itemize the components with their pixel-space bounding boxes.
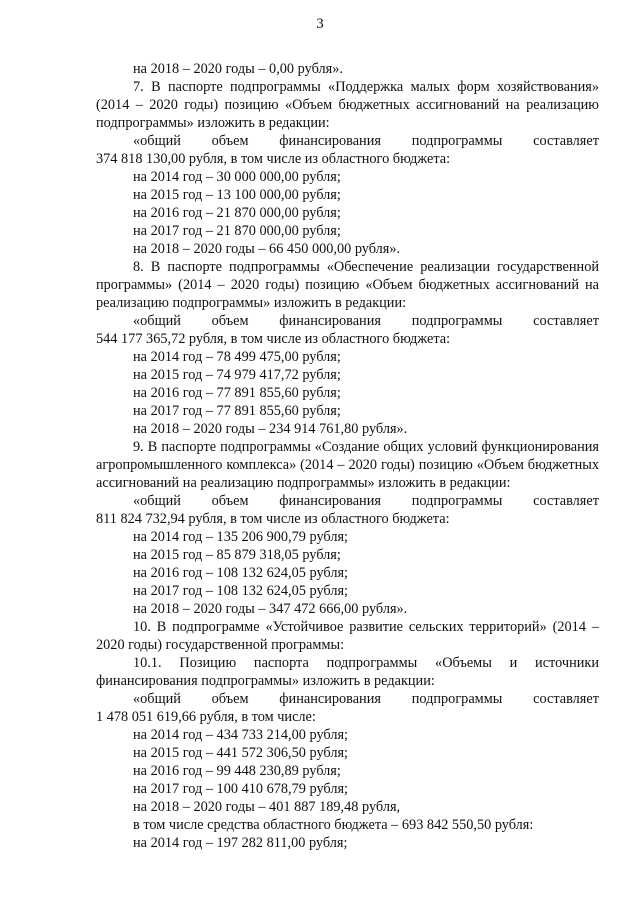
section-7-justified-line xyxy=(96,132,599,150)
section-7-year-2015: на 2015 год – 13 100 000,00 рубля; xyxy=(133,187,341,203)
section-8-year-2016: на 2016 год – 77 891 855,60 рубля; xyxy=(133,385,341,401)
word: составляет xyxy=(533,133,599,149)
word: «общий xyxy=(133,691,181,707)
section-7-total: 374 818 130,00 рубля, в том числе из областного бюджета: xyxy=(96,151,451,167)
section-8-justified-line xyxy=(96,312,599,330)
word: объем xyxy=(211,313,249,329)
word: «общий xyxy=(133,313,181,329)
section-9-year-2014: на 2014 год – 135 206 900,79 рубля; xyxy=(133,529,349,545)
section-10-intro: 10. В подпрограмме «Устойчивое развитие сельских территорий» (2014 – 2020 годы) государственной программы: xyxy=(96,619,599,653)
word: подпрограммы xyxy=(411,313,503,329)
section-9-year-2017: на 2017 год – 108 132 624,05 рубля; xyxy=(133,583,349,599)
section-10-year-2015: на 2015 год – 441 572 306,50 рубля; xyxy=(133,745,349,761)
section-10-regional-budget: в том числе средства областного бюджета – 693 842 550,50 рубля: xyxy=(133,817,534,833)
section-7-year-2016: на 2016 год – 21 870 000,00 рубля; xyxy=(133,205,341,221)
section-10-years-2018-2020: на 2018 – 2020 годы – 401 887 189,48 рубля, xyxy=(133,799,401,815)
word: финансирования xyxy=(279,313,381,329)
word: составляет xyxy=(533,493,599,509)
section-8-intro: 8. В паспорте подпрограммы «Обеспечение реализации государственной программы» (2014 – 2020 годы) позицию «Объем бюджетных ассигнований на реализацию подпрограммы» изложить в редакции: xyxy=(96,259,599,311)
section-10-1-intro: 10.1. Позицию паспорта подпрограммы «Объемы и источники финансирования подпрограммы» изложить в редакции: xyxy=(96,655,599,689)
document-body xyxy=(96,60,599,852)
word: объем xyxy=(211,493,249,509)
word: подпрограммы xyxy=(411,493,503,509)
page-number: 3 xyxy=(316,16,324,32)
section-8-year-2015: на 2015 год – 74 979 417,72 рубля; xyxy=(133,367,341,383)
word: объем xyxy=(211,133,249,149)
section-9-years-2018-2020: на 2018 – 2020 годы – 347 472 666,00 рубля». xyxy=(133,601,408,617)
section-8-years-2018-2020: на 2018 – 2020 годы – 234 914 761,80 рубля». xyxy=(133,421,408,437)
section-7-year-2017: на 2017 год – 21 870 000,00 рубля; xyxy=(133,223,341,239)
paragraph: на 2018 – 2020 годы – 0,00 рубля». xyxy=(133,61,343,77)
section-7-year-2014: на 2014 год – 30 000 000,00 рубля; xyxy=(133,169,341,185)
word: объем xyxy=(211,691,249,707)
section-10-justified-line xyxy=(96,690,599,708)
word: финансирования xyxy=(279,493,381,509)
word: подпрограммы xyxy=(411,691,503,707)
section-9-year-2016: на 2016 год – 108 132 624,05 рубля; xyxy=(133,565,349,581)
word: составляет xyxy=(533,691,599,707)
section-8-year-2017: на 2017 год – 77 891 855,60 рубля; xyxy=(133,403,341,419)
word: финансирования xyxy=(279,691,381,707)
word: «общий xyxy=(133,493,181,509)
section-9-intro: 9. В паспорте подпрограммы «Создание общих условий функционирования агропромышленного комплекса» (2014 – 2020 годы) позицию «Объем бюджетных ассигнований на реализацию подпрограммы» изложить в редакции: xyxy=(96,439,599,491)
section-8-year-2014: на 2014 год – 78 499 475,00 рубля; xyxy=(133,349,341,365)
section-10-total: 1 478 051 619,66 рубля, в том числе: xyxy=(96,709,316,725)
word: финансирования xyxy=(279,133,381,149)
section-10-year-2014: на 2014 год – 434 733 214,00 рубля; xyxy=(133,727,349,743)
word: «общий xyxy=(133,133,181,149)
section-7-years-2018-2020: на 2018 – 2020 годы – 66 450 000,00 рубля». xyxy=(133,241,401,257)
section-10-year-2016: на 2016 год – 99 448 230,89 рубля; xyxy=(133,763,341,779)
section-8-total: 544 177 365,72 рубля, в том числе из областного бюджета: xyxy=(96,331,451,347)
section-10-year-2017: на 2017 год – 100 410 678,79 рубля; xyxy=(133,781,349,797)
section-9-justified-line xyxy=(96,492,599,510)
section-9-total: 811 824 732,94 рубля, в том числе из областного бюджета: xyxy=(96,511,450,527)
word: подпрограммы xyxy=(411,133,503,149)
section-9-year-2015: на 2015 год – 85 879 318,05 рубля; xyxy=(133,547,341,563)
section-7-intro: 7. В паспорте подпрограммы «Поддержка малых форм хозяйствования» (2014 – 2020 годы) позицию «Объем бюджетных ассигнований на реализацию подпрограммы» изложить в редакции: xyxy=(96,79,599,131)
section-10-regional-year-2014: на 2014 год – 197 282 811,00 рубля; xyxy=(133,835,348,851)
word: составляет xyxy=(533,313,599,329)
